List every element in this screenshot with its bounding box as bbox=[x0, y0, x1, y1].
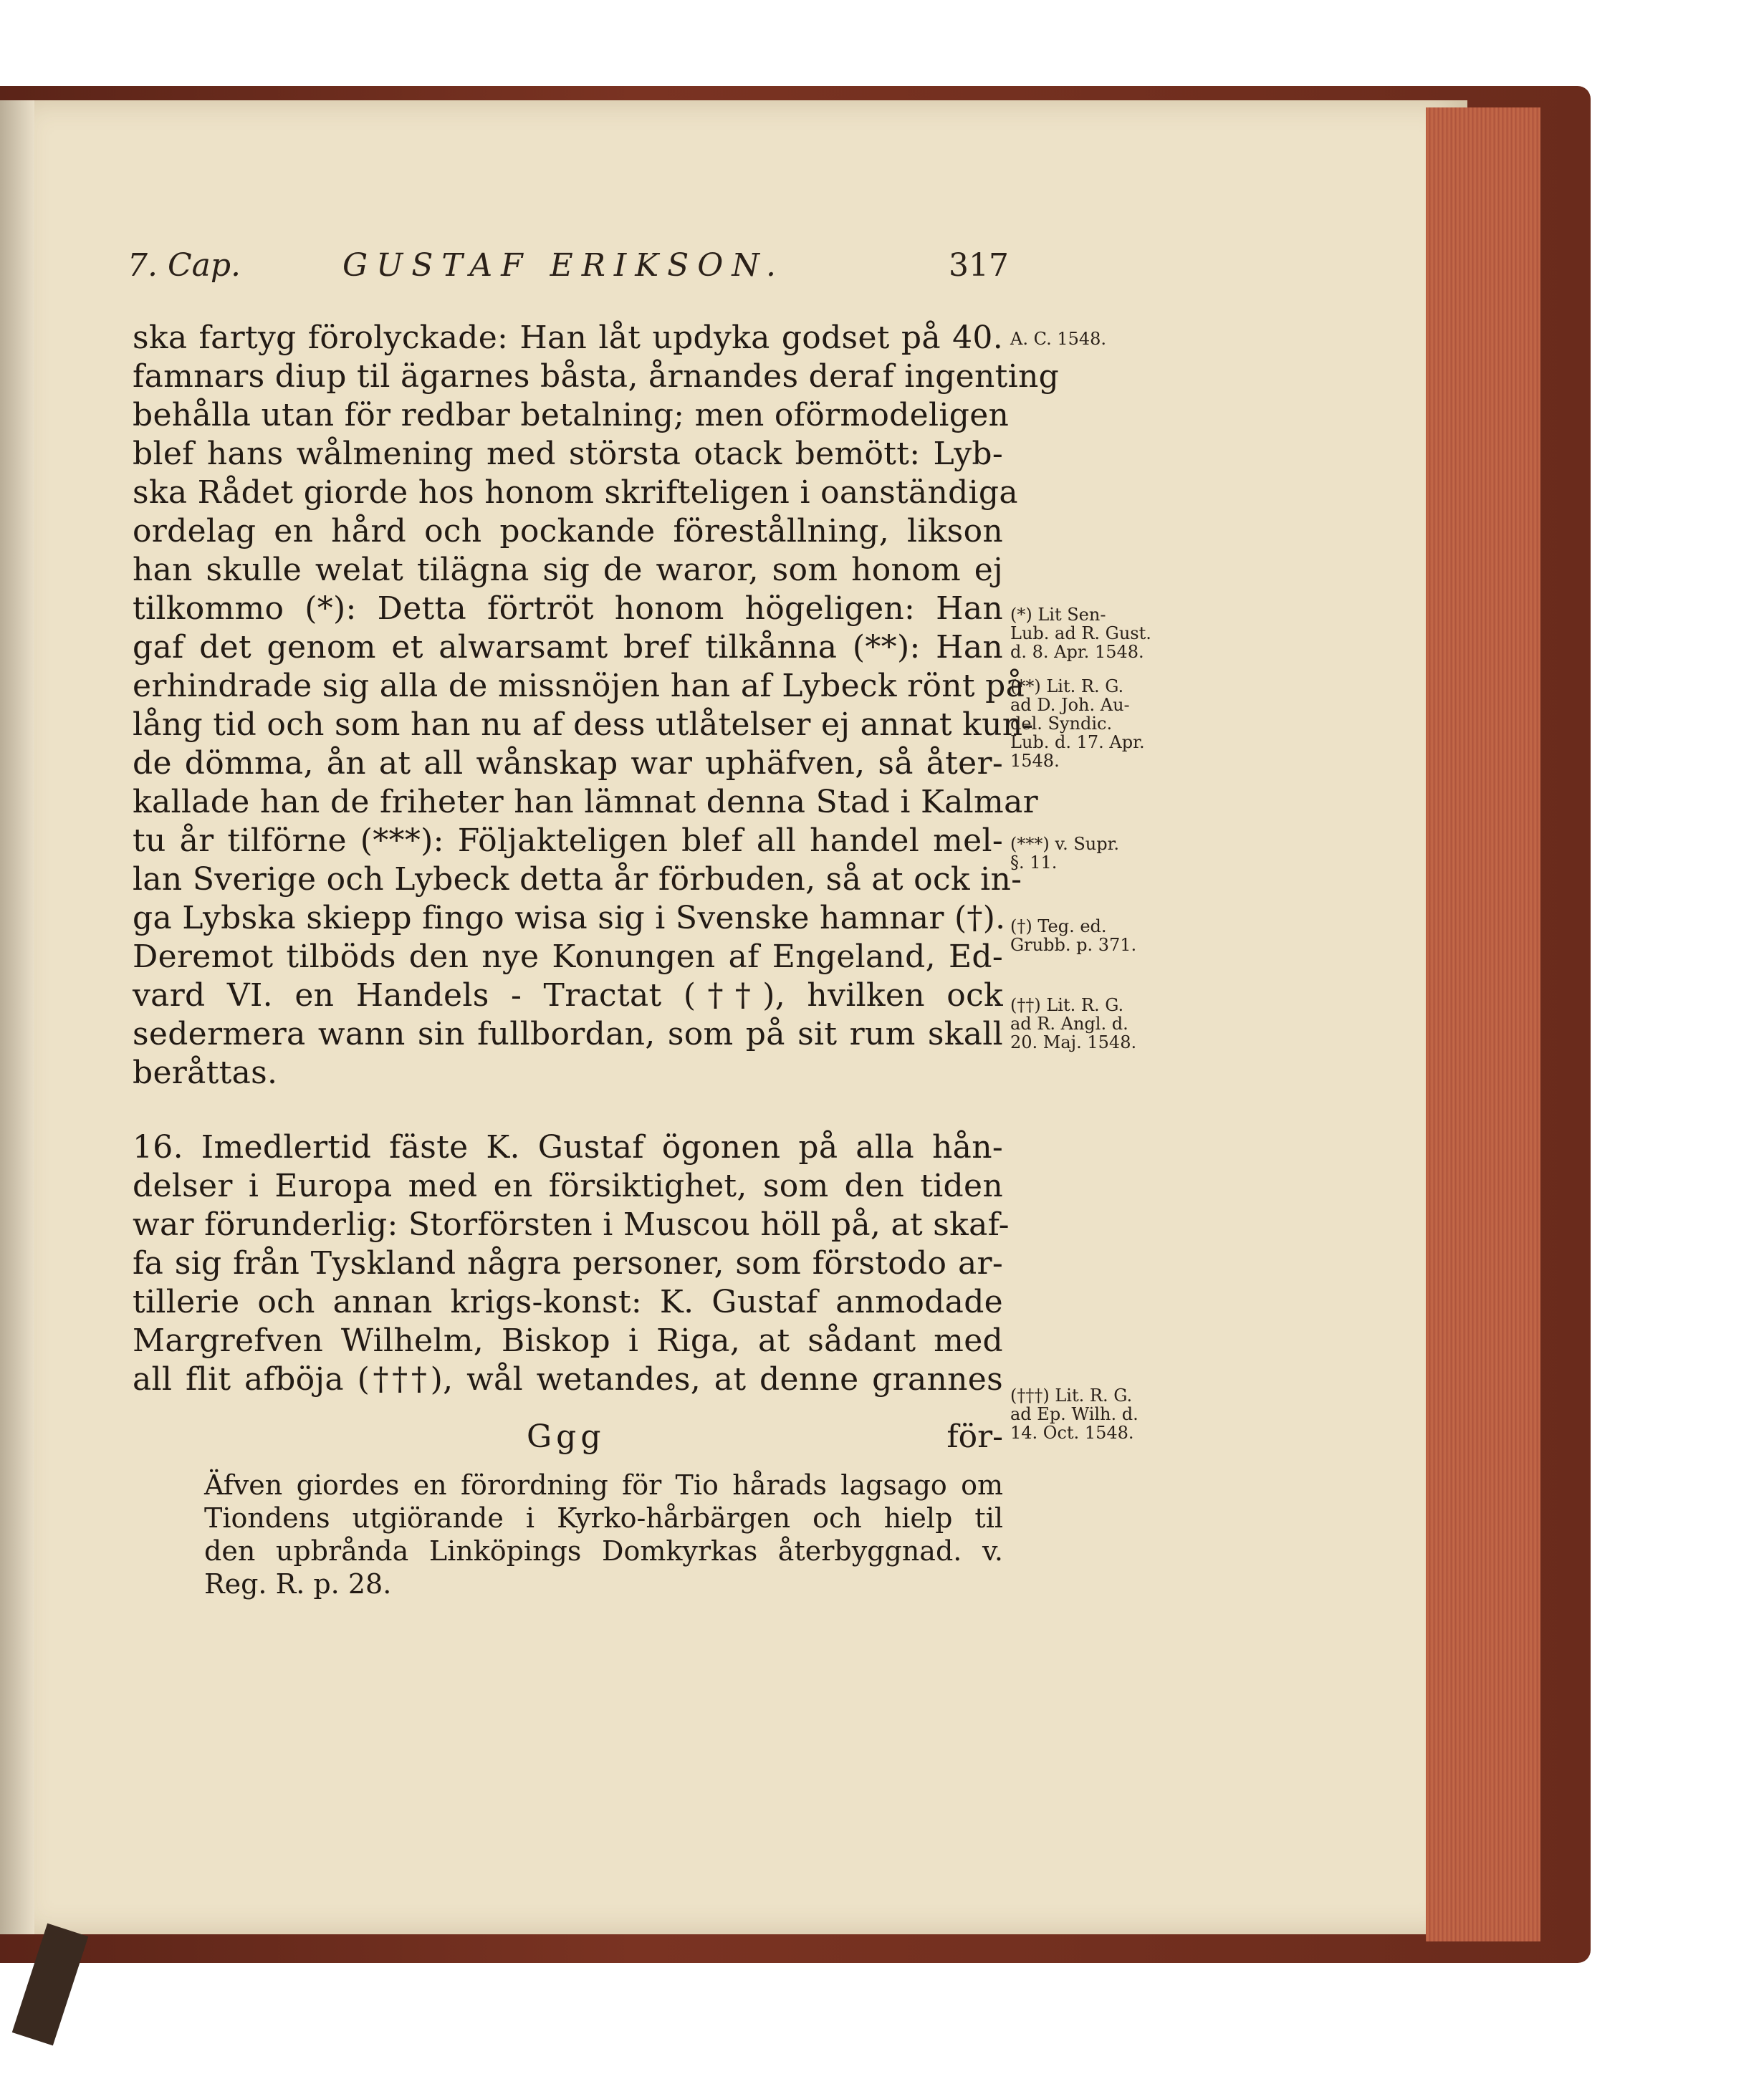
paragraph-2 bbox=[133, 1128, 1010, 1399]
running-title: GUSTAF ERIKSON. bbox=[342, 247, 785, 284]
margin-note-line: (**) Lit. R. G. bbox=[1010, 676, 1124, 696]
margin-note-line: §. 11. bbox=[1010, 853, 1058, 873]
margin-note-5 bbox=[1010, 996, 1168, 1052]
text-line: gaf det genom et alwarsamt bref tilkånna (**): Han bbox=[133, 629, 1003, 666]
margin-note-3 bbox=[1010, 835, 1168, 872]
footnote-line: Tiondens utgiörande i Kyrko-hårbärgen och hielp til bbox=[204, 1502, 1003, 1534]
margin-note-line: (††) Lit. R. G. bbox=[1010, 995, 1124, 1015]
margin-note-4 bbox=[1010, 917, 1168, 954]
text-line: de dömma, ån at all wånskap war uphäfven, så åter- bbox=[133, 745, 1003, 782]
text-line: blef hans wålmening med största otack bemött: Lyb- bbox=[133, 436, 1003, 472]
page-block-edge bbox=[1426, 107, 1540, 1941]
text-line: sedermera wann sin fullbordan, som på sit rum skall bbox=[133, 1016, 1003, 1052]
footnote-line: Äfven giordes en förordning för Tio hårads lagsago om bbox=[204, 1469, 1003, 1501]
footnote-line: den upbrånda Linköpings Domkyrkas återbyggnad. v. bbox=[204, 1535, 1003, 1567]
running-header bbox=[128, 247, 1009, 290]
catchword: för- bbox=[946, 1418, 1003, 1455]
margin-note-line: Lub. ad R. Gust. bbox=[1010, 623, 1151, 643]
margin-note-line: (***) v. Supr. bbox=[1010, 834, 1120, 854]
text-line: tu år tilförne (***): Följakteligen blef all handel mel- bbox=[133, 822, 1003, 859]
margin-note-line: (*) Lit Sen- bbox=[1010, 605, 1106, 625]
text-line: vard VI. en Handels - Tractat (††), hvilken ock bbox=[133, 977, 1003, 1014]
chapter-label: 7. Cap. bbox=[128, 247, 241, 284]
text-line: tillerie och annan krigs-konst: K. Gustaf anmodade bbox=[133, 1284, 1003, 1320]
margin-note-line: A. C. 1548. bbox=[1010, 329, 1107, 349]
margin-year bbox=[1010, 330, 1168, 348]
text-line: famnars diup til ägarnes båsta, årnandes deraf ingenting bbox=[133, 358, 1060, 395]
text-line: han skulle welat tilägna sig de waror, som honom ej bbox=[133, 552, 1003, 588]
text-line: tilkommo (*): Detta förtröt honom högeligen: Han bbox=[133, 590, 1003, 627]
text-line: behålla utan för redbar betalning; men oförmodeligen bbox=[133, 397, 1010, 433]
margin-note-line: Grubb. p. 371. bbox=[1010, 935, 1137, 955]
signature-mark: Ggg bbox=[527, 1418, 605, 1455]
facing-page-edge bbox=[0, 100, 34, 1934]
margin-note-line: 14. Oct. 1548. bbox=[1010, 1423, 1134, 1443]
text-line: erhindrade sig alla de missnöjen han af Lybeck rönt på bbox=[133, 668, 1025, 704]
margin-note-line: 1548. bbox=[1010, 751, 1060, 771]
margin-note-1 bbox=[1010, 605, 1168, 661]
footnote-line: Reg. R. p. 28. bbox=[204, 1568, 392, 1600]
text-line: beråttas. bbox=[133, 1055, 278, 1091]
margin-note-6 bbox=[1010, 1386, 1168, 1442]
text-line: delser i Europa med en försiktighet, som den tiden bbox=[133, 1168, 1003, 1204]
text-line: all flit afböja (†††), wål wetandes, at denne grannes bbox=[133, 1361, 1003, 1398]
margin-note-line: (†††) Lit. R. G. bbox=[1010, 1386, 1133, 1406]
text-line: ska Rådet giorde hos honom skrifteligen i oanständiga bbox=[133, 474, 1018, 511]
text-line: Deremot tilböds den nye Konungen af Engeland, Ed- bbox=[133, 938, 1003, 975]
text-line: fa sig från Tyskland några personer, som förstodo ar- bbox=[133, 1245, 1003, 1282]
margin-note-line: 20. Maj. 1548. bbox=[1010, 1032, 1137, 1052]
text-line: ordelag en hård och pockande förestållning, likson bbox=[133, 513, 1003, 549]
text-line: lan Sverige och Lybeck detta år förbuden, så at ock in- bbox=[133, 861, 1022, 898]
text-line: war förunderlig: Storförsten i Muscou höll på, at skaf- bbox=[133, 1206, 1010, 1243]
signature-line bbox=[133, 1418, 1003, 1457]
footnote bbox=[204, 1469, 1003, 1600]
text-line: ga Lybska skiepp fingo wisa sig i Svenske hamnar (†). bbox=[133, 900, 1006, 936]
text-line: kallade han de friheter han lämnat denna Stad i Kalmar bbox=[133, 784, 1038, 820]
text-line: Margrefven Wilhelm, Biskop i Riga, at sådant med bbox=[133, 1322, 1003, 1359]
margin-note-line: Lub. d. 17. Apr. bbox=[1010, 732, 1145, 752]
text-line: 16. Imedlertid fäste K. Gustaf ögonen på alla hån- bbox=[133, 1129, 1003, 1166]
margin-note-line: del. Syndic. bbox=[1010, 714, 1113, 734]
margin-note-line: ad D. Joh. Au- bbox=[1010, 695, 1130, 715]
margin-note-2 bbox=[1010, 677, 1168, 770]
margin-note-line: d. 8. Apr. 1548. bbox=[1010, 642, 1144, 662]
margin-note-line: (†) Teg. ed. bbox=[1010, 916, 1107, 936]
margin-note-line: ad R. Angl. d. bbox=[1010, 1014, 1128, 1034]
margin-note-line: ad Ep. Wilh. d. bbox=[1010, 1404, 1139, 1424]
text-line: lång tid och som han nu af dess utlåtelser ej annat kun- bbox=[133, 706, 1034, 743]
page-number: 317 bbox=[949, 247, 1009, 284]
text-line: ska fartyg förolyckade: Han låt updyka godset på 40. bbox=[133, 320, 1003, 356]
